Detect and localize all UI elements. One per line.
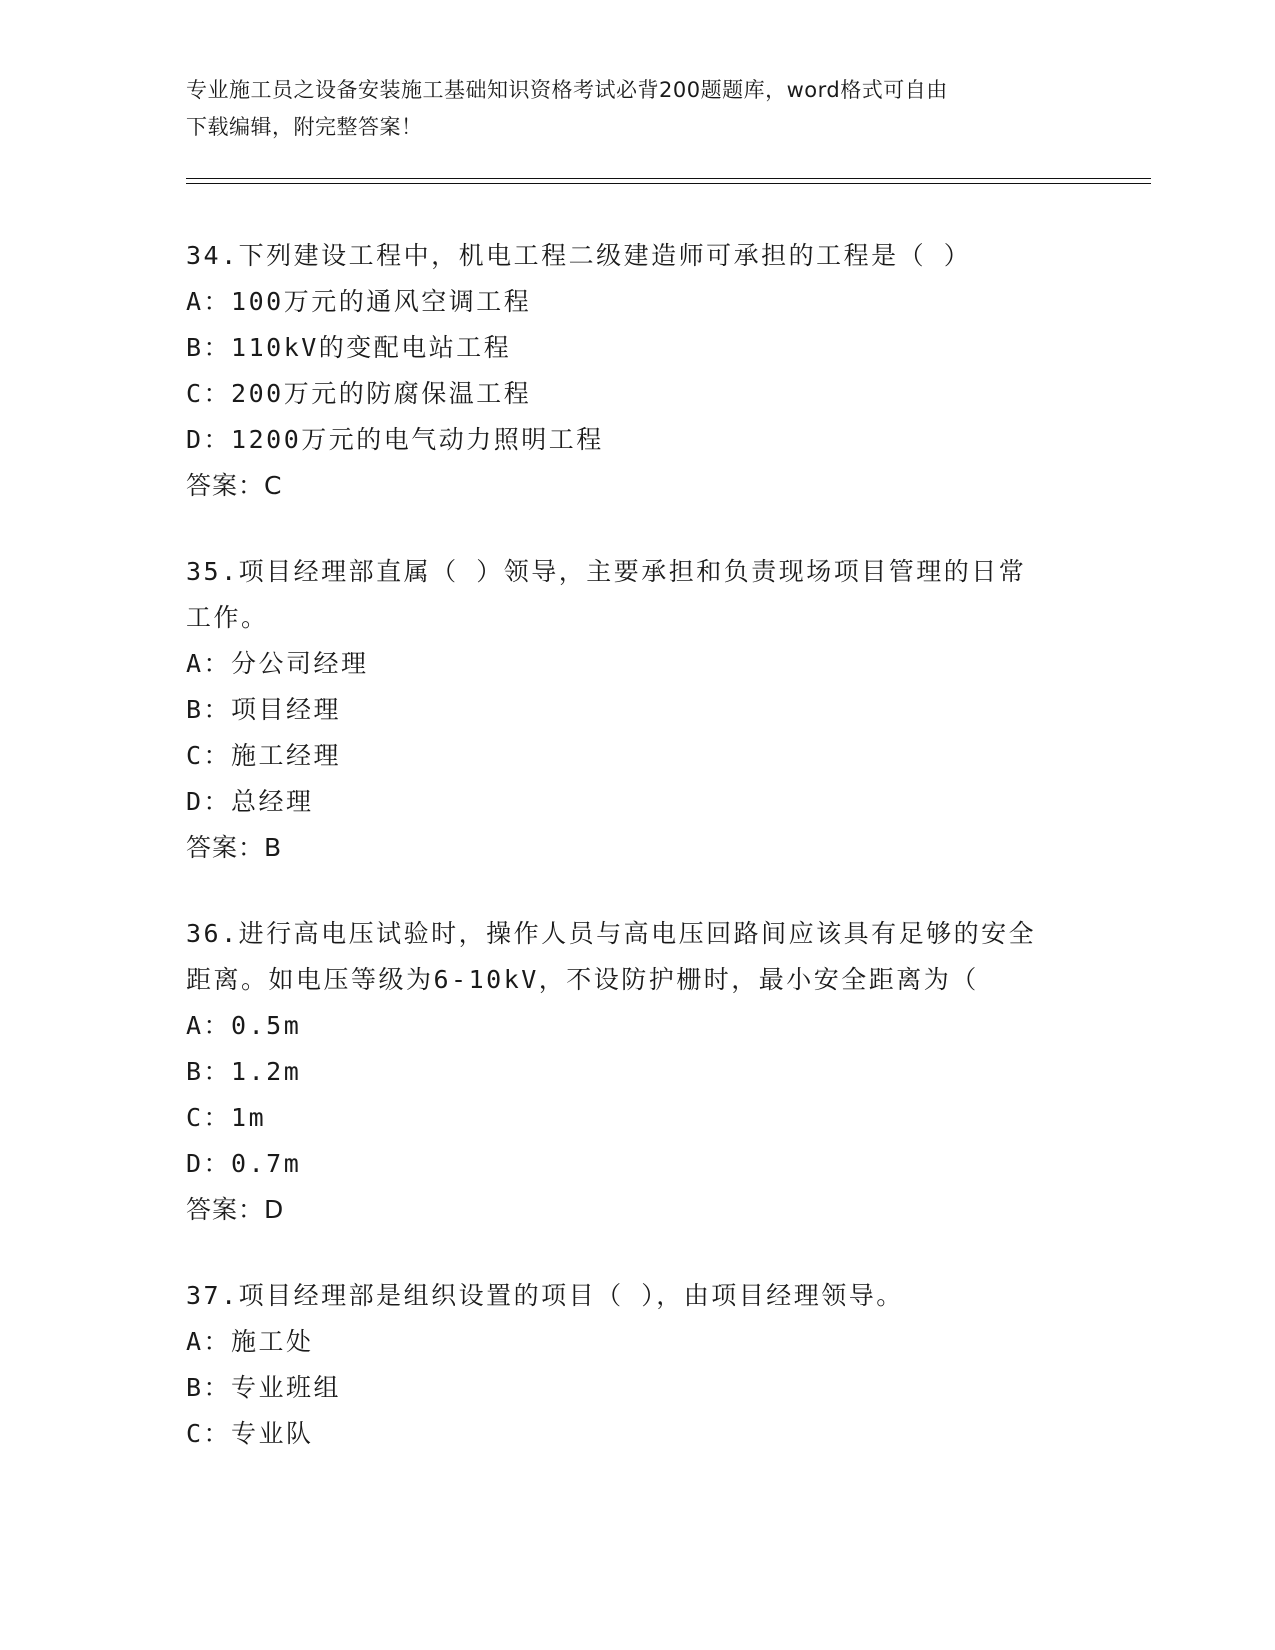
header-line-2: 下载编辑，附完整答案！: [186, 115, 423, 139]
question-text: 36.进行高电压试验时，操作人员与高电压回路间应该具有足够的安全: [186, 919, 1037, 948]
question-text-continued: 工作。: [186, 603, 269, 632]
option-d: D：0.7m: [186, 1149, 302, 1178]
header-divider-top: [186, 178, 1151, 179]
option-b: B：1.2m: [186, 1057, 302, 1086]
option-c: C：施工经理: [186, 741, 342, 770]
option-a: A：100万元的通风空调工程: [186, 287, 532, 316]
option-b: B：110kV的变配电站工程: [186, 333, 512, 362]
question-34: [186, 233, 1086, 509]
document-header: [186, 72, 1066, 146]
answer: 答案：C: [186, 471, 283, 500]
answer: 答案：D: [186, 1195, 285, 1224]
question-text: 34.下列建设工程中，机电工程二级建造师可承担的工程是（ ）: [186, 241, 972, 270]
question-text-continued: 距离。如电压等级为6-10kV，不设防护栅时，最小安全距离为（: [186, 965, 979, 994]
answer: 答案：B: [186, 833, 283, 862]
question-37: [186, 1273, 1086, 1457]
question-35: [186, 549, 1086, 871]
question-text: 35.项目经理部直属（ ）领导，主要承担和负责现场项目管理的日常: [186, 557, 1027, 586]
option-c: C：专业队: [186, 1419, 314, 1448]
option-b: B：项目经理: [186, 695, 342, 724]
question-list: [186, 233, 1086, 1497]
header-divider-bottom: [186, 183, 1151, 184]
question-text: 37.项目经理部是组织设置的项目（ ），由项目经理领导。: [186, 1281, 904, 1310]
option-d: D：总经理: [186, 787, 314, 816]
option-a: A：分公司经理: [186, 649, 369, 678]
option-c: C：1m: [186, 1103, 267, 1132]
option-a: A：0.5m: [186, 1011, 302, 1040]
question-36: [186, 911, 1086, 1233]
header-line-1: 专业施工员之设备安装施工基础知识资格考试必背200题题库，word格式可自由: [186, 78, 948, 102]
option-b: B：专业班组: [186, 1373, 342, 1402]
option-c: C：200万元的防腐保温工程: [186, 379, 532, 408]
option-a: A：施工处: [186, 1327, 314, 1356]
option-d: D：1200万元的电气动力照明工程: [186, 425, 604, 454]
